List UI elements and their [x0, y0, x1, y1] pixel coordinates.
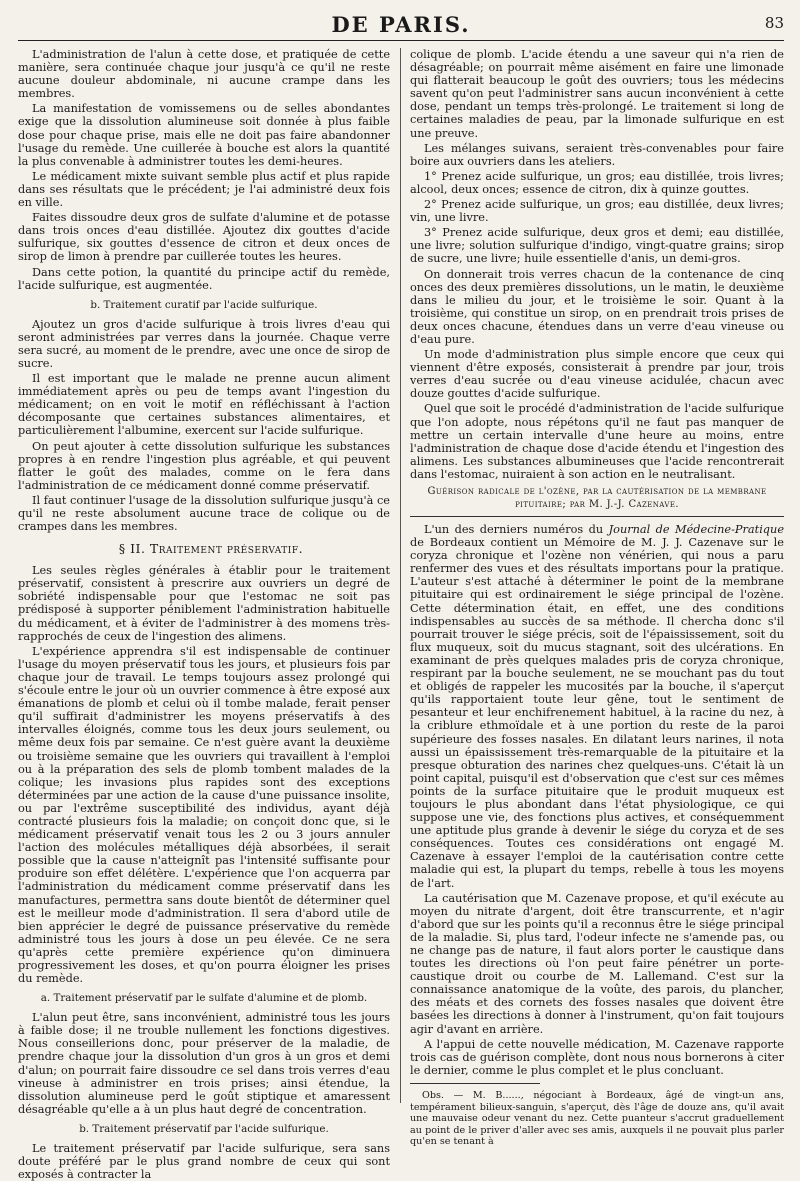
observation-note: Obs. — M. B......, négociant à Bordeaux, âgé de vingt-un ans, tempérament bilieux-sanguin, s'aperçut, dès l'âge de douze ans, qu'il avait une mauvaise odeur venant du nez. Cette puanteur s'accrut graduellement au point de le priver d'aller avec ses amis, auxquels il ne pouvait plus parler qu'en se tenant à [410, 1089, 784, 1148]
page [18, 10, 784, 1181]
paragraph: L'alun peut être, sans inconvénient, administré tous les jours à faible dose; il ne trouble nullement les fonctions digestives. Nous conseillerions donc, pour préserver de la maladie, de prendre chaque jour la dissolution d'un gros à un gros et demi d'alun; on pourrait faire dissoudre ce sel dans trois verres d'eau vineuse à administrer en trois prises; ainsi étendue, la dissolution alumineuse perd le goût stiptique et amaressent désagréable qu'elle a à un plus haut degré de concentration. [18, 1011, 390, 1116]
paragraph: Ajoutez un gros d'acide sulfurique à trois livres d'eau qui seront administrées par verres dans la journée. Chaque verre sera sucré, au moment de le prendre, avec une once de sirop de sucre. [18, 317, 390, 370]
paragraph: Dans cette potion, la quantité du principe actif du remède, l'acide sulfurique, est augmentée. [18, 265, 390, 292]
right-column [410, 48, 784, 1148]
paragraph: L'administration de l'alun à cette dose, et pratiquée de cette manière, sera continuée chaque jour jusqu'à ce qu'il ne reste aucune douleur abdominale, ni aucune crampe dans les membres. [18, 48, 390, 101]
subheading: a. Traitement préservatif par le sulfate d'alumine et de plomb. [40, 992, 368, 1005]
left-column [18, 48, 390, 1181]
formula: 1° Prenez acide sulfurique, un gros; eau distillée, trois livres; alcool, deux onces; essence de citron, dix à quinze gouttes. [410, 169, 784, 196]
text-run: de Bordeaux contient un Mémoire de M. J. J. Cazenave sur le coryza chronique et l'ozène non vénérien, qui nous a paru renfermer des vues et des résultats importans pour la pratique. L'auteur s'est attaché à déterminer le point de la membrane pituitaire qui est ordinairement le siége principal de l'ozène. Cette détermination était, en effet, une des conditions indispensables au succès de sa méthode. Il chercha donc s'il pourrait trouver le siége précis, soit de l'épaississement, soit du flux muqueux, soit du mucus stagnant, soit des ulcérations. En examinant de près quelques malades pris de coryza chronique, respirant par la bouche seulement, ne se mouchant pas du tout et obligés de rappeler les mucosités par la bouche, il s'aperçut qu'ils rapportaient toute leur gêne, tout le sentiment de pesanteur et leur enchifrenement habituel, à la racine du nez, à la criblure ethmoïdale et à une portion du reste de la paroi supérieure des fosses nasales. En dilatant leurs narines, il nota aussi un épaississement très-remarquable de la pituitaire et la presque obturation des narines chez quelques-uns. C'était là un point capital, puisqu'il est d'observation que c'est sur ces mêmes points de la surface pituitaire que le produit muqueux est toujours le plus abondant dans l'état physiologique, ce qui suppose une vie, des fonctions plus actives, et conséquemment une aptitude plus grande à devenir le siége du coryza et de ses conséquences. Toutes ces considérations ont engagé M. Cazenave à essayer l'emploi de la cautérisation contre cette maladie qui est, la plupart du temps, rebelle à tous les moyens de l'art. [410, 536, 784, 890]
paragraph: On donnerait trois verres chacun de la contenance de cinq onces des deux premières dissolutions, un le matin, le deuxième dans le milieu du jour, et le troisième le soir. Quant à la troisième, qui constitue un sirop, on en prendrait trois prises de deux onces chacune, étendues dans un verre d'eau vineuse ou d'eau pure. [410, 267, 784, 346]
paragraph: Le traitement préservatif par l'acide sulfurique, sera sans doute préféré par le plus grand nombre de ceux qui sont exposés à contracter la [18, 1141, 390, 1181]
paragraph: A l'appui de cette nouvelle médication, M. Cazenave rapporte trois cas de guérison complète, dont nous nous bornerons à citer le dernier, comme le plus complet et le plus concluant. [410, 1037, 784, 1077]
paragraph: Il faut continuer l'usage de la dissolution sulfurique jusqu'à ce qu'il ne reste absolument aucune trace de colique ou de crampes dans les membres. [18, 493, 390, 534]
paragraph: L'expérience apprendra s'il est indispensable de continuer l'usage du moyen préservatif tous les jours, et plusieurs fois par chaque jour de travail. Le temps toujours assez prolongé qui s'écoule entre le jour où un ouvrier commence à être exposé aux émanations de plomb et celui où il tombe malade, ferait penser qu'il suffirait d'administrer les moyens préservatifs à des intervalles éloignés, comme tous les deux jours seulement, ou même deux fois par semaine. Ce n'est guère avant la deuxième ou troisième semaine que les ouvriers qui travaillent à l'emploi ou à la préparation des sels de plomb tombent malades de la colique; les invasions plus rapides sont des exceptions déterminées par une action de la cause d'une puissance insolite, ou par l'extrême susceptibilité des individus, ayant déjà contracté plusieurs fois la maladie; on conçoit donc que, si le médicament préservatif venait tous les 2 ou 3 jours annuler l'action des molécules métalliques déjà absorbées, il serait possible que la cause n'atteignît pas l'intensité suffisante pour produire son effet délétère. L'expérience que l'on acquerra par l'administration du médicament comme préservatif dans les manufactures, permettra sans doute bientôt de déterminer quel est le meilleur mode d'administration. Il sera d'abord utile de bien apprécier le degré de puissance préservative du remède administré tous les jours à dose un peu élevée. Ce ne sera qu'après cette première expérience qu'on diminuera progressivement les doses, et qu'on pourra éloigner les prises du remède. [18, 644, 390, 986]
subheading: b. Traitement préservatif par l'acide sulfurique. [79, 1122, 329, 1135]
text-run: L'un des derniers numéros du [424, 523, 609, 536]
formula: 3° Prenez acide sulfurique, deux gros et demi; eau distillée, une livre; solution sulfurique d'indigo, vingt-quatre grains; sirop de sucre, une livre; huile essentielle d'anis, un demi-gros. [410, 226, 784, 266]
column-rule [400, 48, 401, 1103]
subheading: b. Traitement curatif par l'acide sulfurique. [90, 298, 318, 311]
paragraph: La manifestation de vomissemens ou de selles abondantes exige que la dissolution alumineuse soit donnée à plus faible dose pour chaque prise, mais elle ne doit pas faire abandonner l'usage du remède. Une cuillerée à bouche est alors la quantité la plus convenable à administrer toutes les demi-heures. [18, 102, 390, 168]
page-number: 83 [764, 14, 784, 32]
paragraph: La cautérisation que M. Cazenave propose, et qu'il exécute au moyen du nitrate d'argent, doit être transcurrente, et n'agir d'abord que sur les points qu'il a reconnus être le siége principal de la maladie. Si, plus tard, l'odeur infecte ne s'amende pas, ou ne change pas de nature, il faut alors porter le caustique dans toutes les directions où l'on peut faire pénétrer un porte-caustique droit ou courbe de M. Lallemand. C'est sur la connaissance anatomique de la voûte, des parois, du plancher, des méats et des cornets des fosses nasales que doivent être basées les directions à donner à l'instrument, qu'on fait toujours agir d'avant en arrière. [410, 891, 784, 1036]
article-title: Guérison radicale de l'ozène, par la cautérisation de la membrane pituitaire; par M. J.-J. Cazenave. [410, 485, 784, 517]
running-head [18, 10, 784, 41]
paragraph: Il est important que le malade ne prenne aucun aliment immédiatement après ou peu de temps avant l'ingestion du médicament; on en voit le motif en réfléchissant à l'action décomposante que certaines substances alimentaires, et particulièrement l'albumine, exercent sur l'acide sulfurique. [18, 372, 390, 438]
paragraph: Les seules règles générales à établir pour le traitement préservatif, consistent à prescrire aux ouvriers un degré de sobriété indispensable pour que l'estomac ne soit pas prédisposé à supporter péniblement l'administration habituelle du médicament, et à éviter de l'administrer à des momens très-rapprochés de ceux de l'ingestion des alimens. [18, 564, 390, 643]
paragraph: Quel que soit le procédé d'administration de l'acide sulfurique que l'on adopte, nous répétons qu'il ne faut pas manquer de mettre un certain intervalle d'une heure au moins, entre l'administration de chaque dose d'acide étendu et l'ingestion des alimens. Les substances albumineuses que l'acide rencontrerait dans l'estomac, nuiraient à son action en le neutralisant. [410, 402, 784, 481]
paragraph: Le médicament mixte suivant semble plus actif et plus rapide dans ses résultats que le précédent; je l'ai administré deux fois en ville. [18, 169, 390, 210]
running-title: DE PARIS. [331, 12, 471, 37]
paragraph: On peut ajouter à cette dissolution sulfurique les substances propres à en rendre l'ingestion plus agréable, et qui peuvent flatter le goût des malades, comme on le fera dans l'administration de ce médicament donné comme préservatif. [18, 439, 390, 492]
section-title: § II. Traitement préservatif. [118, 541, 304, 557]
paragraph [410, 523, 784, 890]
divider [410, 1083, 540, 1084]
text-columns [18, 48, 784, 1181]
formula: 2° Prenez acide sulfurique, un gros; eau distillée, deux livres; vin, une livre. [410, 198, 784, 225]
paragraph: colique de plomb. L'acide étendu a une saveur qui n'a rien de désagréable; on pourrait même aisément en faire une limonade qui flatterait beaucoup le goût des ouvriers; tous les médecins savent qu'on peut l'administrer sans aucun inconvénient à cette dose, pendant un temps très-prolongé. Le traitement si long de certaines maladies de peau, par la limonade sulfurique en est une preuve. [410, 48, 784, 140]
paragraph: Les mélanges suivans, seraient très-convenables pour faire boire aux ouvriers dans les ateliers. [410, 141, 784, 168]
paragraph: Un mode d'administration plus simple encore que ceux qui viennent d'être exposés, consisterait à prendre par jour, trois verres d'eau sucrée ou d'eau vineuse acidulée, chacun avec douze gouttes d'acide sulfurique. [410, 348, 784, 401]
paragraph: Faites dissoudre deux gros de sulfate d'alumine et de potasse dans trois onces d'eau distillée. Ajoutez dix gouttes d'acide sulfurique, six gouttes d'essence de citron et deux onces de sirop de limon à prendre par cuillerée toutes les heures. [18, 211, 390, 264]
journal-title: Journal de Médecine-Pratique [608, 523, 784, 536]
